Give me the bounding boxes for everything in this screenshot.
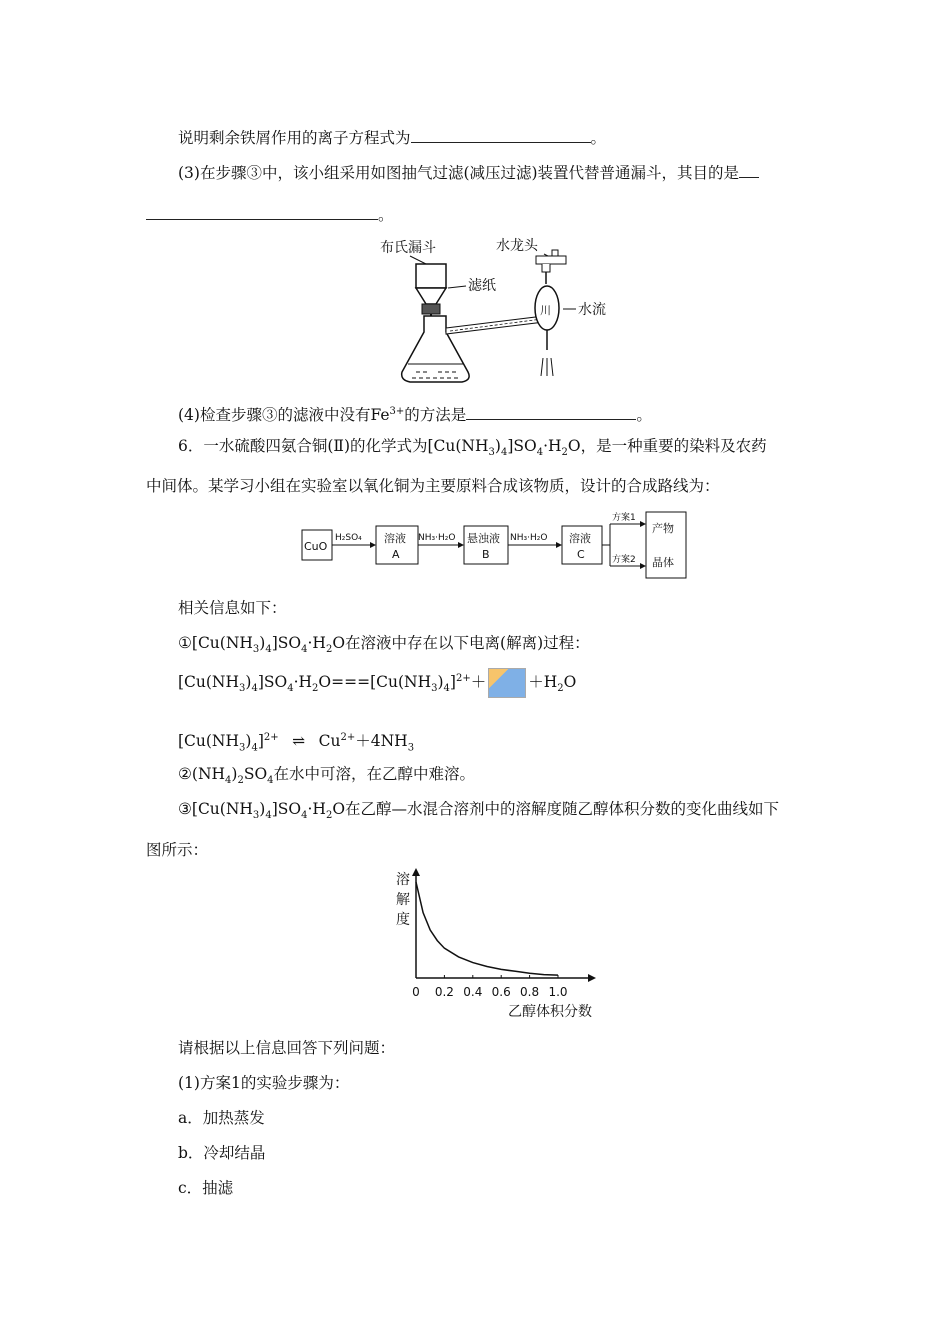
line-4-end: 。 (636, 406, 652, 425)
line-12-text: ) (259, 800, 266, 818)
line-11-text: ) (231, 765, 238, 783)
subscript: 2 (325, 810, 333, 822)
plan2-label: 方案2 (612, 555, 636, 565)
text-line-4 (178, 402, 652, 425)
line-12-text: ③[Cu(NH (178, 800, 253, 818)
text-line-7 (178, 598, 287, 618)
text-line-8 (178, 633, 590, 660)
synthesis-route-diagram (300, 510, 712, 580)
subscript: 2 (557, 683, 564, 695)
line-8-text: ]SO (271, 634, 302, 652)
x-tick-label: 0.6 (491, 985, 511, 999)
text-line-9 (178, 668, 576, 699)
y-axis-label-char: 度 (396, 912, 410, 928)
text-line-3 (146, 205, 394, 225)
x-tick-label: 0.8 (520, 985, 540, 999)
line-1-end: 。 (590, 129, 607, 147)
line-7-text: 相关信息如下： (178, 599, 287, 617)
x-tick-label: 0 (412, 985, 420, 999)
line-9-text: ] (449, 673, 456, 691)
missing-image-icon (488, 668, 526, 698)
text-line-17 (178, 1143, 265, 1163)
crystal-label: 晶体 (652, 556, 674, 569)
subscript: 4 (287, 683, 294, 695)
equilibrium-arrow-icon: ⇌ (292, 732, 306, 751)
y-axis-label-char: 溶 (396, 872, 410, 888)
subscript: 4 (251, 742, 258, 754)
text-line-18 (178, 1178, 233, 1198)
label-buchner-funnel: 布氏漏斗 (380, 240, 436, 256)
buchner-funnel (416, 264, 446, 288)
text-line-5 (178, 436, 767, 463)
label-faucet: 水龙头 (496, 238, 538, 254)
text-line-15 (178, 1073, 349, 1093)
step1-reagent: H₂SO₄ (335, 533, 362, 543)
line-9-text: ) (437, 673, 444, 691)
subscript: 2 (325, 644, 333, 656)
text-line-14 (178, 1038, 395, 1058)
subscript: 3 (239, 742, 246, 754)
line-9-text: ＋H (528, 673, 558, 691)
solution-a-letter: A (392, 548, 400, 561)
line-12-text: ·H (307, 800, 326, 818)
plan1-label: 方案1 (612, 513, 636, 523)
subscript: 3 (239, 683, 246, 695)
line-12-text: ]SO (271, 800, 302, 818)
y-axis-label-char: 解 (396, 892, 410, 908)
line-5-text: O，是一种重要的染料及农药 (567, 437, 767, 455)
subscript: 2 (237, 775, 244, 787)
line-9-text: ]SO (257, 673, 288, 691)
text-line-11 (178, 764, 475, 791)
answer-blank[interactable] (411, 128, 591, 143)
solubility-curve (416, 882, 558, 975)
solution-c-letter: C (577, 548, 585, 561)
line-13-text: 图所示： (146, 841, 209, 859)
line-8-text: ①[Cu(NH (178, 634, 253, 652)
line-11-text: ②(NH (178, 765, 226, 783)
subscript: 4 (301, 810, 308, 822)
line-9-text: O===[Cu(NH (318, 673, 432, 691)
subscript: 3 (407, 742, 415, 754)
x-tick-label: 0.4 (463, 985, 483, 999)
superscript: 2+ (263, 732, 279, 743)
solubility-chart (388, 866, 598, 1022)
x-tick-label: 1.0 (548, 985, 568, 999)
line-10-text: [Cu(NH (178, 732, 240, 751)
line-14-text: 请根据以上信息回答下列问题： (178, 1039, 396, 1057)
line-9-text: [Cu(NH (178, 673, 240, 691)
step2-reagent: NH₃·H₂O (418, 533, 456, 543)
line-11-text: SO (243, 765, 268, 783)
text-line-10 (178, 728, 414, 758)
text-line-16 (178, 1108, 265, 1128)
superscript: 2+ (455, 672, 471, 684)
subscript: 3 (488, 447, 495, 459)
line-8-text: ) (259, 634, 266, 652)
text-line-1 (178, 128, 606, 148)
line-5-text: ) (494, 437, 501, 455)
line-10-text: Cu (318, 732, 341, 751)
line-2-text: (3)在步骤③中，该小组采用如图抽气过滤(减压过滤)装置代替普通漏斗，其目的是 (178, 164, 740, 182)
x-tick-label: 0.2 (434, 985, 454, 999)
line-8-text: O在溶液中存在以下电离(解离)过程： (332, 634, 590, 652)
water-flow-mark: 川 (540, 304, 551, 317)
answer-blank[interactable] (146, 205, 378, 220)
line-8-text: ·H (307, 634, 326, 652)
line-11-text: 在水中可溶，在乙醇中难溶。 (273, 765, 476, 783)
label-filter-paper: 滤纸 (468, 278, 496, 294)
step3-reagent: NH₃·H₂O (510, 533, 548, 543)
line-9-text: ) (245, 673, 252, 691)
line-9-text: ＋ (470, 673, 487, 691)
suction-flask (402, 316, 469, 382)
subscript: 4 (443, 683, 450, 695)
label-water-flow: 水流 (578, 302, 606, 318)
subscript: 4 (536, 447, 544, 459)
x-axis-arrow-icon (588, 974, 596, 982)
subscript: 3 (252, 644, 260, 656)
line-17-text: b．冷却结晶 (178, 1144, 266, 1162)
line-10-text: ) (245, 732, 252, 751)
suspension-b-letter: B (482, 548, 490, 561)
subscript: 4 (301, 644, 308, 656)
subscript: 4 (500, 447, 508, 459)
text-line-12 (178, 799, 779, 826)
answer-blank[interactable] (739, 163, 759, 178)
line-3-end: 。 (378, 206, 394, 224)
suspension-b-label: 悬浊液 (467, 532, 500, 545)
line-9-text: ·H (293, 673, 313, 691)
superscript: 2+ (340, 732, 356, 743)
line-10-text: ＋4NH (355, 732, 408, 751)
subscript: 4 (251, 683, 258, 695)
subscript: 4 (265, 810, 272, 822)
subscript: 2 (312, 683, 319, 695)
cuo-label: CuO (304, 540, 328, 553)
product-label: 产物 (652, 522, 674, 535)
subscript: 3 (431, 683, 438, 695)
subscript: 2 (561, 447, 568, 459)
line-4-text-a: (4)检查步骤③的滤液中没有Fe (178, 406, 390, 425)
subscript: 3 (252, 810, 260, 822)
line-12-text: O在乙醇—水混合溶剂中的溶解度随乙醇体积分数的变化曲线如下 (332, 800, 780, 818)
line-18-text: c．抽滤 (178, 1179, 234, 1197)
subscript: 4 (267, 775, 274, 787)
line-15-text: (1)方案1的实验步骤为： (178, 1074, 350, 1092)
text-line-13 (146, 840, 208, 860)
x-axis-label: 乙醇体积分数 (508, 1004, 592, 1020)
solution-c-label: 溶液 (569, 532, 591, 545)
line-1-text: 说明剩余铁屑作用的离子方程式为 (178, 129, 411, 147)
line-5-text: ·H (543, 437, 562, 455)
suction-filtration-apparatus (360, 232, 620, 392)
y-axis-arrow-icon (412, 868, 420, 876)
line-10-text: ] (257, 732, 264, 751)
line-9-text: O (563, 673, 577, 691)
text-line-2 (178, 163, 759, 183)
solution-a-label: 溶液 (384, 532, 406, 545)
line-4-text-b: 的方法是 (404, 406, 467, 425)
superscript: 3+ (389, 406, 405, 417)
subscript: 4 (265, 644, 272, 656)
subscript: 4 (225, 775, 232, 787)
line-5-text: ]SO (507, 437, 537, 455)
text-line-6 (146, 476, 720, 496)
line-6-text: 中间体。某学习小组在实验室以氧化铜为主要原料合成该物质，设计的合成路线为： (146, 477, 720, 495)
line-16-text: a．加热蒸发 (178, 1109, 265, 1127)
line-5-text: 6．一水硫酸四氨合铜(Ⅱ)的化学式为[Cu(NH (178, 437, 489, 455)
answer-blank[interactable] (466, 405, 636, 420)
